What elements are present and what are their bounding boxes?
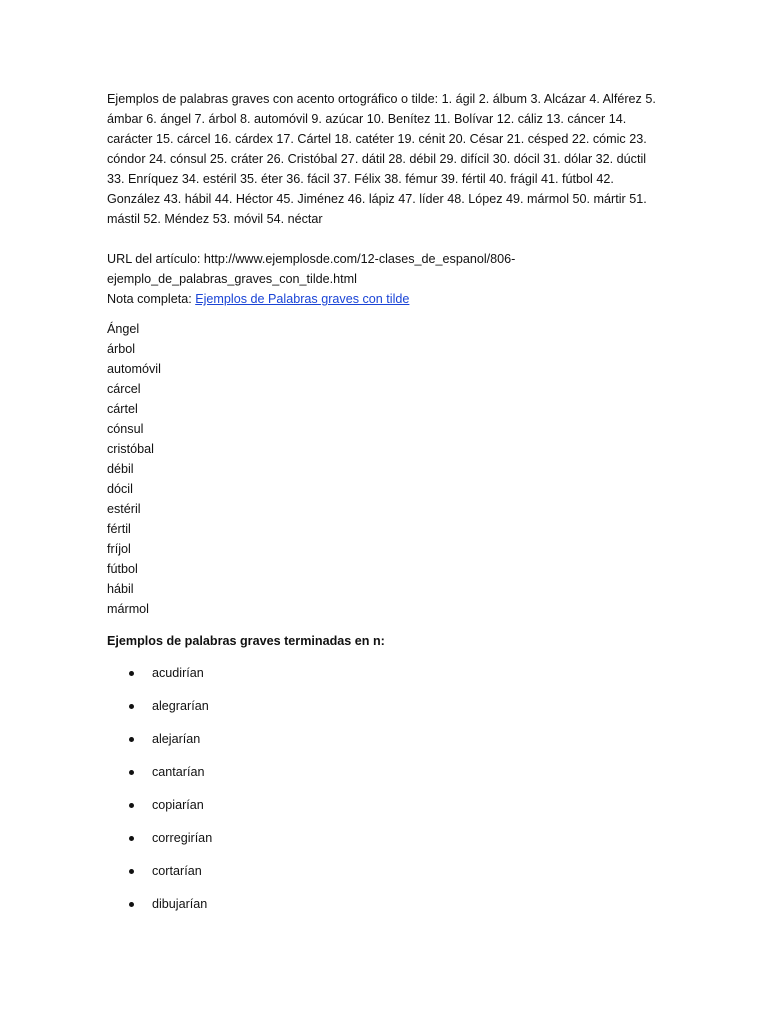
bullet-icon xyxy=(129,671,134,676)
bullet-icon xyxy=(129,836,134,841)
full-note-line xyxy=(107,289,667,309)
bullet-icon xyxy=(129,737,134,742)
bullet-item-text: dibujarían xyxy=(152,897,208,911)
intro-paragraph: Ejemplos de palabras graves con acento ortográfico o tilde: 1. ágil 2. álbum 3. Alcázar 4. Alférez 5. ámbar 6. ángel 7. árbol 8. automóvil 9. azúcar 10. Benítez 11. Bolívar 12. cáliz 13. cáncer 14. carácter 15. cárcel 16. cárdex 17. Cártel 18. catéter 19. cénit 20. César 21. césped 22. cómic 23. cóndor 24. cónsul 25. cráter 26. Cristóbal 27. dátil 28. débil 29. difícil 30. dócil 31. dólar 32. dúctil 33. Enríquez 34. estéril 35. éter 36. fácil 37. Félix 38. fémur 39. fértil 40. frágil 41. fútbol 42. González 43. hábil 44. Héctor 45. Jiménez 46. lápiz 47. líder 48. López 49. mármol 50. mártir 51. mástil 52. Méndez 53. móvil 54. néctar xyxy=(107,92,656,226)
word-list-item: cárcel xyxy=(107,382,141,396)
source-block xyxy=(107,249,667,309)
word-list-item: cártel xyxy=(107,402,138,416)
bullet-list-item xyxy=(107,828,667,861)
word-list-item: hábil xyxy=(107,582,134,596)
bullet-icon xyxy=(129,704,134,709)
bullet-list-item xyxy=(107,894,667,927)
word-list-item: Ángel xyxy=(107,322,140,336)
word-list-item: fértil xyxy=(107,522,131,536)
bullet-icon xyxy=(129,803,134,808)
article-url-text: URL del artículo: http://www.ejemplosde.com/12-clases_de_espanol/806-ejemplo_de_palabras_graves_con_tilde.html xyxy=(107,252,516,286)
word-list xyxy=(107,319,667,619)
word-list-item: estéril xyxy=(107,502,141,516)
section-heading: Ejemplos de palabras graves terminadas en n: xyxy=(107,634,385,648)
document-page xyxy=(107,89,667,927)
bullet-list-item xyxy=(107,663,667,696)
bullet-item-text: alegrarían xyxy=(152,699,209,713)
word-list-item: cónsul xyxy=(107,422,144,436)
word-list-item: débil xyxy=(107,462,134,476)
bullet-item-text: cortarían xyxy=(152,864,202,878)
bullet-list xyxy=(107,663,667,927)
word-list-item: fútbol xyxy=(107,562,138,576)
word-list-item: fríjol xyxy=(107,542,131,556)
bullet-item-text: acudirían xyxy=(152,666,204,680)
bullet-list-item xyxy=(107,696,667,729)
bullet-list-item xyxy=(107,762,667,795)
bullet-list-item xyxy=(107,861,667,894)
bullet-list-item xyxy=(107,795,667,828)
bullet-icon xyxy=(129,902,134,907)
bullet-item-text: cantarían xyxy=(152,765,205,779)
word-list-item: árbol xyxy=(107,342,136,356)
full-note-link[interactable]: Ejemplos de Palabras graves con tilde xyxy=(195,292,410,306)
bullet-item-text: alejarían xyxy=(152,732,201,746)
bullet-icon xyxy=(129,770,134,775)
word-list-item: automóvil xyxy=(107,362,161,376)
word-list-item: mármol xyxy=(107,602,149,616)
bullet-list-item xyxy=(107,729,667,762)
bullet-icon xyxy=(129,869,134,874)
bullet-item-text: copiarían xyxy=(152,798,204,812)
word-list-item: dócil xyxy=(107,482,133,496)
full-note-label: Nota completa: xyxy=(107,292,196,306)
word-list-item: cristóbal xyxy=(107,442,154,456)
bullet-item-text: corregirían xyxy=(152,831,213,845)
